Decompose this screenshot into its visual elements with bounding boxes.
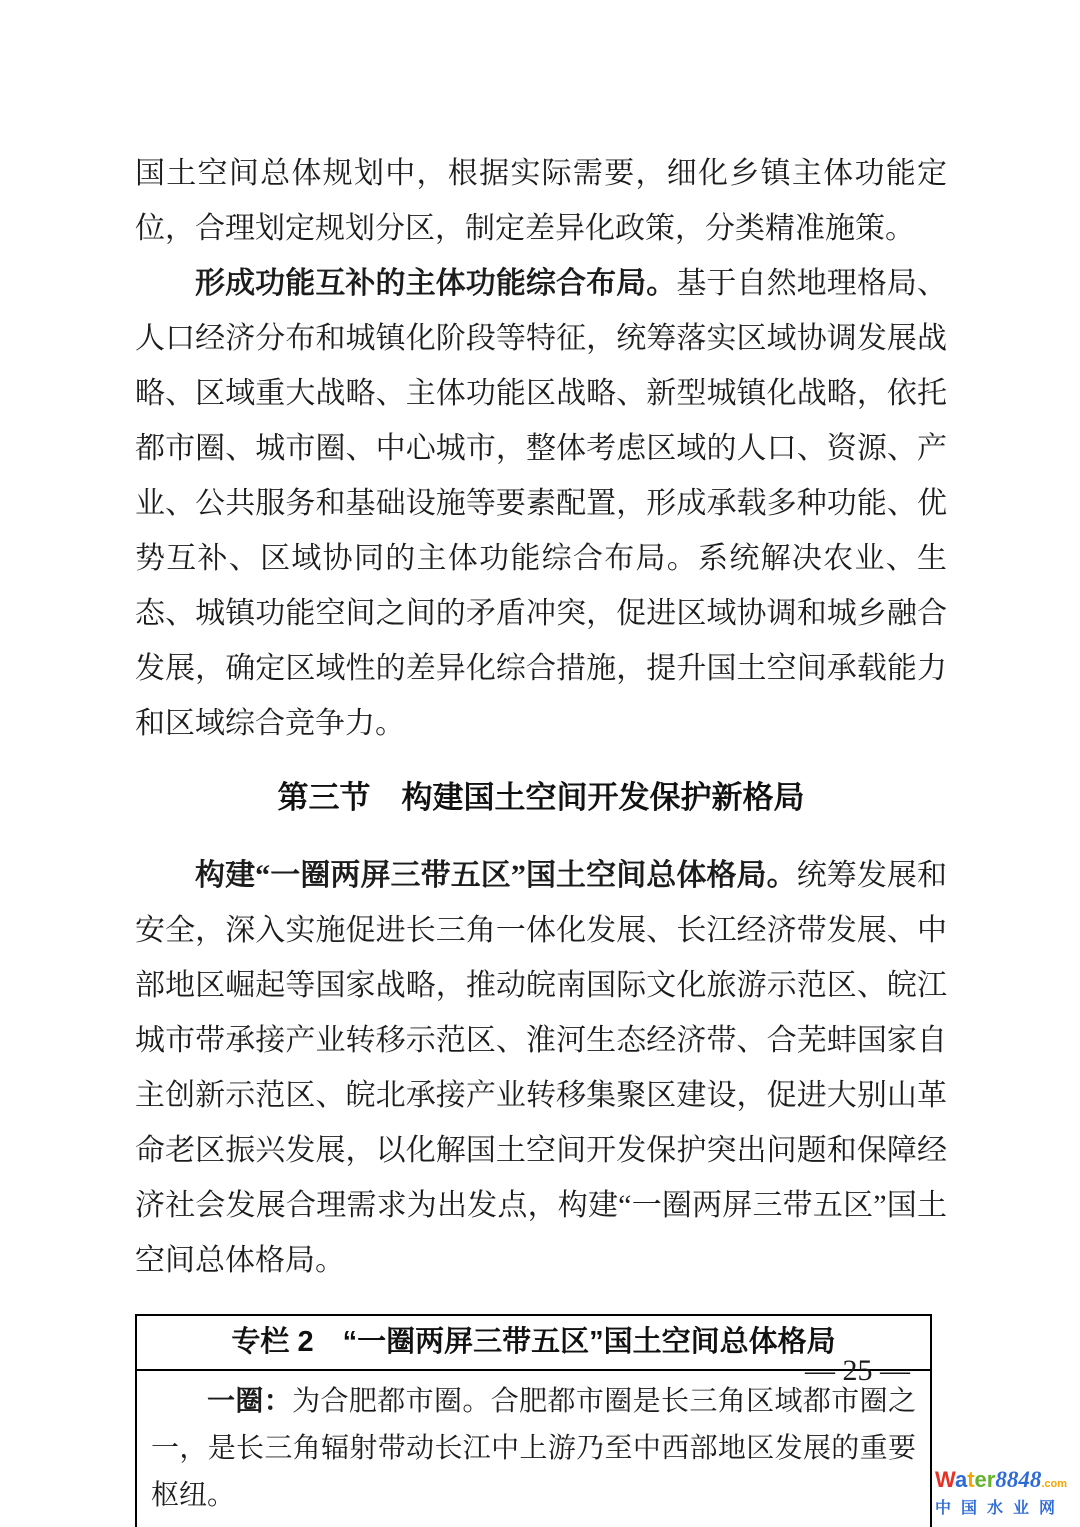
callout-box-title: 专栏 2 “一圈两屏三带五区”国土空间总体格局 — [137, 1316, 930, 1371]
logo-number: 8848 — [995, 1467, 1042, 1492]
logo-letter: r — [986, 1467, 996, 1492]
paragraph-functional-layout — [135, 256, 947, 751]
water8848-site-name: 中国水业网 — [935, 1500, 1066, 1517]
paragraph-lead-bold: 形成功能互补的主体功能综合布局。 — [195, 267, 677, 300]
callout-body-text: 为合肥都市圈。合肥都市圈是长三角区域都市圈之一，是长三角辐射带动长江中上游乃至中西部地区发展的重要枢纽。 — [151, 1386, 916, 1511]
paragraph-spatial-pattern — [135, 848, 947, 1288]
paragraph-continuation-text: 国土空间总体规划中，根据实际需要，细化乡镇主体功能定位，合理划定规划分区，制定差异化政策，分类精准施策。 — [135, 157, 947, 245]
water8848-wordmark — [935, 1468, 1075, 1496]
page-number: — 25 — — [805, 1354, 910, 1387]
logo-letter: e — [974, 1467, 987, 1492]
section-heading: 第三节 构建国土空间开发保护新格局 — [277, 780, 805, 815]
paragraph-body-text: 统筹发展和安全，深入实施促进长三角一体化发展、长江经济带发展、中部地区崛起等国家战略，推动皖南国际文化旅游示范区、皖江城市带承接产业转移示范区、淮河生态经济带、合芜蚌国家自主创新示范区、皖北承接产业转移集聚区建设，促进大别山革命老区振兴发展，以化解国土空间开发保护突出问题和保障经济社会发展合理需求为出发点，构建“一圈两屏三带五区”国土空间总体格局。 — [135, 859, 948, 1277]
callout-box-body — [137, 1371, 930, 1527]
logo-letter: W — [935, 1467, 955, 1492]
paragraph-lead-bold: 构建“一圈两屏三带五区”国土空间总体格局。 — [195, 859, 797, 892]
water8848-logo — [935, 1468, 1075, 1519]
callout-body-lead-bold: 一圈： — [207, 1386, 293, 1417]
logo-letter: a — [954, 1467, 968, 1492]
callout-box-column2 — [135, 1314, 932, 1527]
paragraph-continuation — [135, 146, 947, 256]
logo-tld: .com — [1041, 1478, 1068, 1490]
logo-letter: t — [967, 1467, 975, 1492]
document-content — [135, 146, 947, 1527]
paragraph-body-text: 基于自然地理格局、人口经济分布和城镇化阶段等特征，统筹落实区域协调发展战略、区域重大战略、主体功能区战略、新型城镇化战略，依托都市圈、城市圈、中心城市，整体考虑区域的人口、资源、产业、公共服务和基础设施等要素配置，形成承载多种功能、优势互补、区域协同的主体功能综合布局。系统解决农业、生态、城镇功能空间之间的矛盾冲突，促进区域协调和城乡融合发展，确定区域性的差异化综合措施，提升国土空间承载能力和区域综合竞争力。 — [135, 267, 948, 740]
